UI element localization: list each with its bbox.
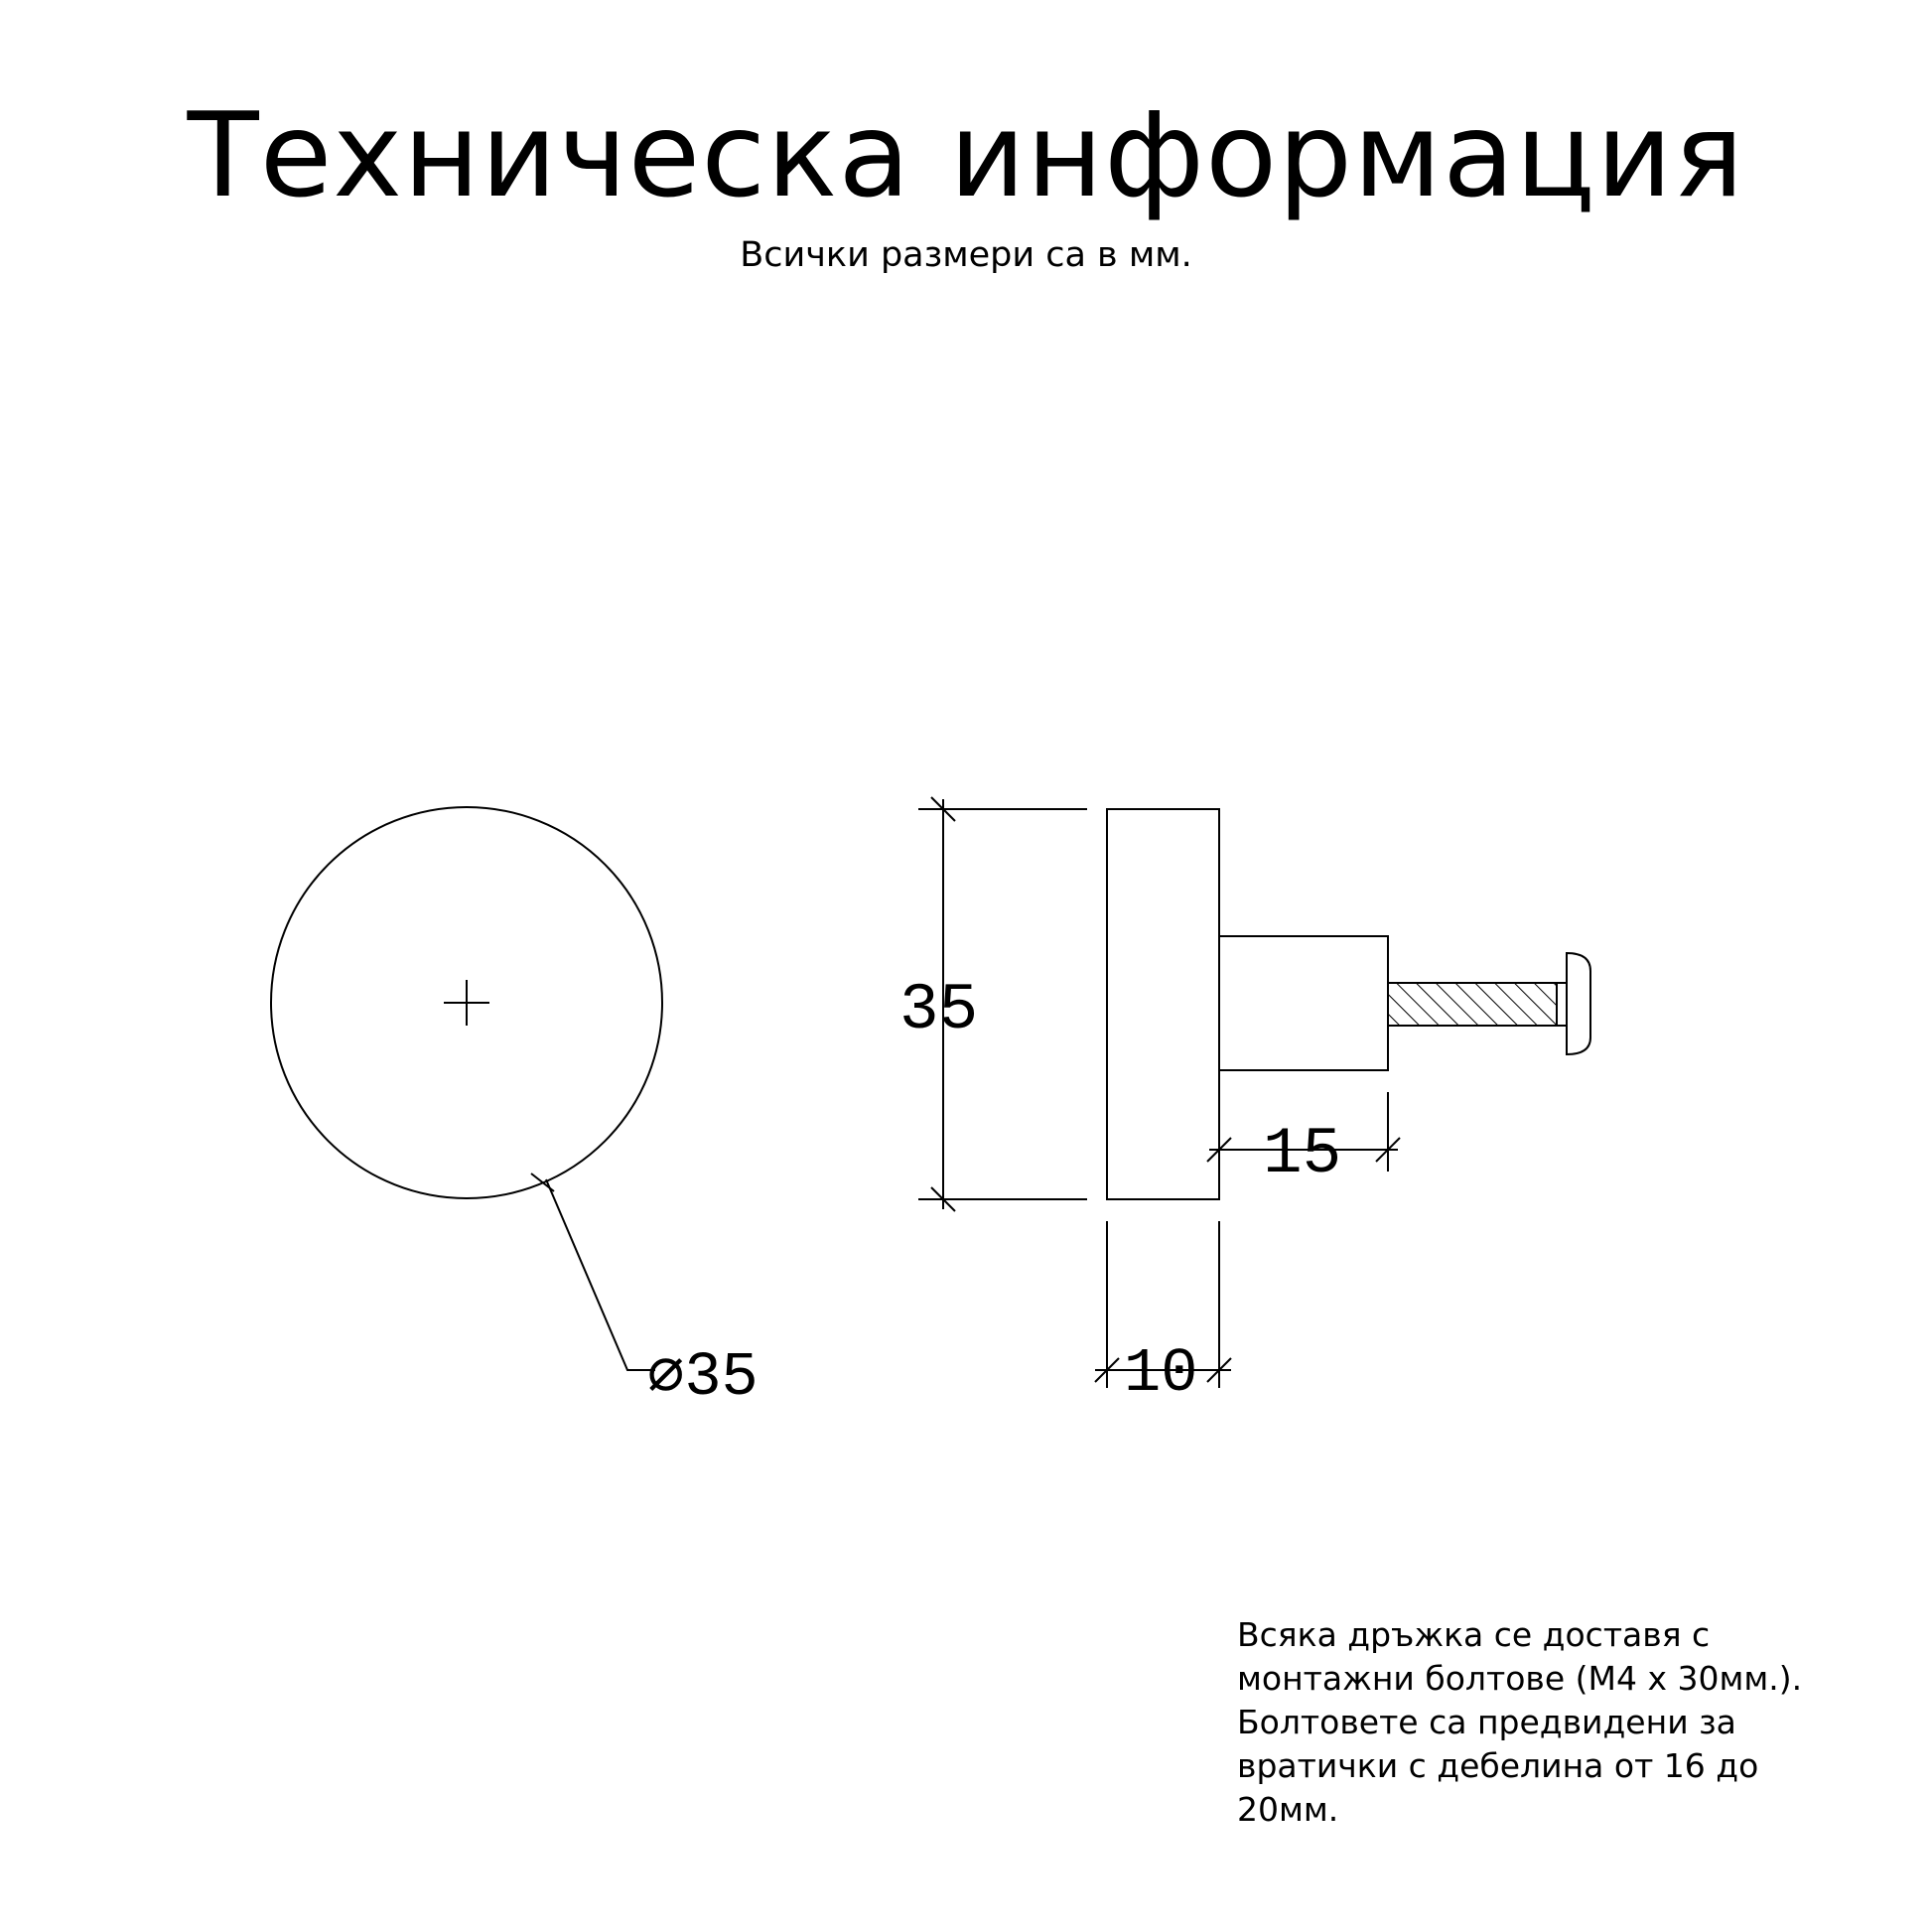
stem-length-dimension-label: 15 [1263, 1117, 1342, 1191]
diameter-leader-line [546, 1179, 655, 1370]
page-title: Техническа информация [187, 86, 1745, 223]
diameter-leader-tick [531, 1173, 554, 1191]
mounting-note: Всяка дръжка се доставя с монтажни болтове (М4 x 30мм.). Болтовете са предвидени за вратички с дебелина от 16 до 20мм. [1237, 1615, 1803, 1829]
page-subtitle: Всички размери са в мм. [740, 235, 1192, 275]
knob-stem [1219, 936, 1388, 1070]
front-view [271, 807, 662, 1370]
bolt-thread [1388, 983, 1557, 1026]
base-thickness-dimension-label: 10 [1124, 1338, 1198, 1409]
bolt-head [1567, 953, 1590, 1054]
height-dimension-label: 35 [899, 973, 979, 1047]
side-view [918, 797, 1590, 1388]
diameter-dimension-label: ⌀35 [647, 1342, 759, 1413]
knob-base [1107, 809, 1219, 1199]
